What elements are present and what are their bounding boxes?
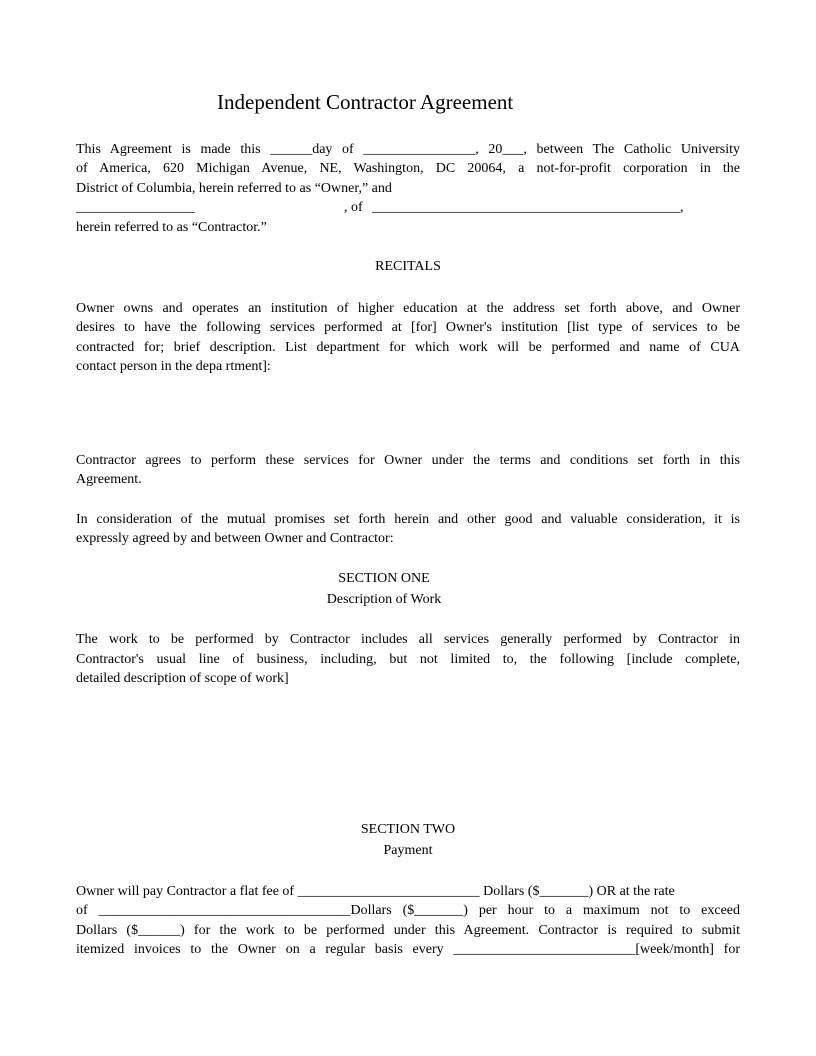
document-title: Independent Contractor Agreement [217, 90, 514, 114]
section-one-heading: SECTION ONE [338, 571, 430, 586]
recitals-p1-line-2: desires to have the following services performed at [for] Owner's institution [list type of services to be [76, 320, 740, 335]
section-one-line-3: detailed description of scope of work] [76, 671, 289, 686]
recitals-p1-line-3: contracted for; brief description. List department for which work will be performed and name of CUA [76, 340, 740, 355]
contractor-address-blank[interactable]: ____________________________________________, [372, 200, 684, 215]
section-two-line-1: Owner will pay Contractor a flat fee of __________________________ Dollars ($_______) OR at the rate [76, 884, 675, 899]
recitals-p2-line-1: Contractor agrees to perform these services for Owner under the terms and conditions set forth in this [76, 453, 740, 468]
section-two-subheading: Payment [383, 843, 433, 858]
contractor-name-blank[interactable]: _________________ [76, 200, 195, 215]
section-two-line-4: itemized invoices to the Owner on a regular basis every __________________________[week/month] for [76, 942, 740, 957]
recitals-p3-line-1: In consideration of the mutual promises set forth herein and other good and valuable consideration, it is [76, 512, 740, 527]
recitals-p2-line-2: Agreement. [76, 472, 142, 487]
recitals-heading: RECITALS [375, 259, 441, 274]
intro-line-5: herein referred to as “Contractor.” [76, 220, 267, 235]
of-label: , of [344, 200, 363, 215]
recitals-p1-line-1: Owner owns and operates an institution of higher education at the address set forth above, and Owner [76, 301, 740, 316]
intro-line-4 [76, 198, 740, 218]
intro-line-3: District of Columbia, herein referred to as “Owner,” and [76, 181, 392, 196]
recitals-p3-line-2: expressly agreed by and between Owner and Contractor: [76, 531, 394, 546]
section-two-line-2: of ____________________________________Dollars ($_______) per hour to a maximum not to exceed [76, 903, 740, 918]
section-one-line-2: Contractor's usual line of business, including, but not limited to, the following [include complete, [76, 652, 740, 667]
intro-line-2: of America, 620 Michigan Avenue, NE, Washington, DC 20064, a not-for-profit corporation in the [76, 161, 740, 176]
recitals-p1-line-4: contact person in the depa rtment]: [76, 359, 271, 374]
section-one-subheading: Description of Work [326, 592, 442, 607]
section-two-line-3: Dollars ($______) for the work to be performed under this Agreement. Contractor is required to submit [76, 923, 740, 938]
section-one-line-1: The work to be performed by Contractor includes all services generally performed by Contractor in [76, 632, 740, 647]
intro-line-1: This Agreement is made this ______day of ________________, 20___, between The Catholic University [76, 142, 740, 157]
section-two-heading: SECTION TWO [360, 822, 456, 837]
